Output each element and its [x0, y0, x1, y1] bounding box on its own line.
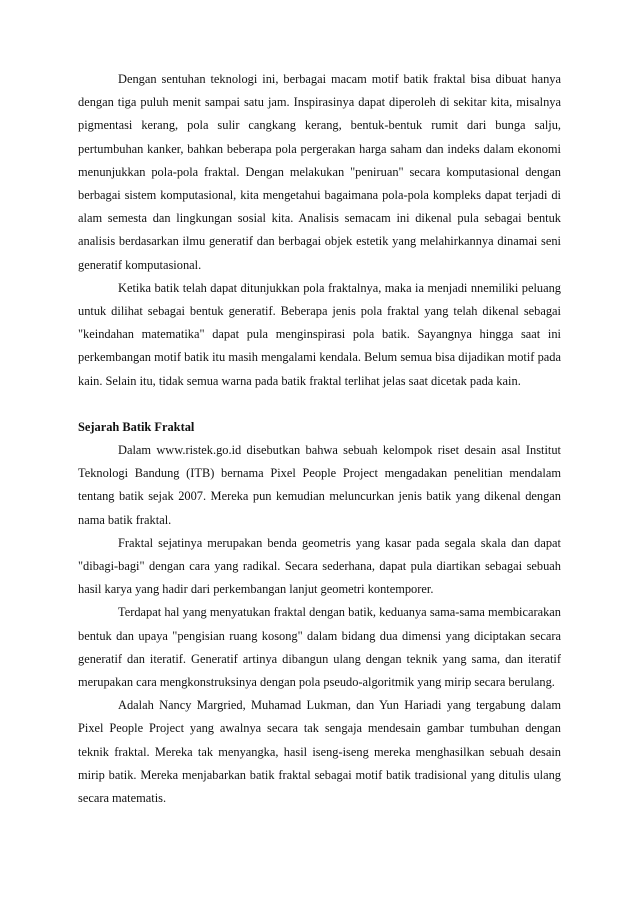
paragraph: Fraktal sejatinya merupakan benda geometris yang kasar pada segala skala dan dapat "dibagi-bagi" dengan cara yang radikal. Secara sederhana, dapat pula diartikan sebagai sebuah hasil karya yang hadir dari perkembangan lanjut geometri kontemporer.: [78, 535, 561, 597]
paragraph: Dalam www.ristek.go.id disebutkan bahwa sebuah kelompok riset desain asal Institut Teknologi Bandung (ITB) bernama Pixel People Project mengadakan penelitian mendalam tentang batik sejak 2007. Mereka pun kemudian meluncurkan jenis batik yang dikenal dengan nama batik fraktal.: [78, 443, 561, 527]
document-page: [78, 68, 561, 810]
section-heading: Sejarah Batik Fraktal: [78, 419, 195, 434]
paragraph: Adalah Nancy Margried, Muhamad Lukman, dan Yun Hariadi yang tergabung dalam Pixel People Project yang awalnya secara tak sengaja mendesain gambar tumbuhan dengan teknik fraktal. Mereka tak menyangka, hasil iseng-iseng mereka menghasilkan sebuah desain mirip batik. Mereka menjabarkan batik fraktal sebagai motif batik tradisional yang ditulis ulang secara matematis.: [78, 698, 561, 806]
section-spacer: [78, 393, 561, 416]
paragraph: Terdapat hal yang menyatukan fraktal dengan batik, keduanya sama-sama membicarakan bentuk dan upaya "pengisian ruang kosong" dalam bidang dua dimensi yang diciptakan secara generatif dan iteratif. Generatif artinya dibangun ulang dengan teknik yang sama, dan iteratif merupakan cara mengkonstruksinya dengan pola pseudo-algoritmik yang mirip secara berulang.: [78, 605, 561, 690]
paragraph: Ketika batik telah dapat ditunjukkan pola fraktalnya, maka ia menjadi nnemiliki peluang untuk dilihat sebagai bentuk generatif. Beberapa jenis pola fraktal yang telah dikenal sebagai "keindahan matematika" dapat pula menginspirasi pola batik. Sayangnya hingga saat ini perkembangan motif batik itu masih mengalami kendala. Belum semua bisa dijadikan motif pada kain. Selain itu, tidak semua warna pada batik fraktal terlihat jelas saat dicetak pada kain.: [78, 280, 561, 388]
paragraph: Dengan sentuhan teknologi ini, berbagai macam motif batik fraktal bisa dibuat hanya dengan tiga puluh menit sampai satu jam. Inspirasinya dapat diperoleh di sekitar kita, misalnya pigmentasi kerang, pola sulir cangkang kerang, bentuk-bentuk rumit dari bunga salju, pertumbuhan kanker, bahkan beberapa pola pergerakan harga saham dan indeks dalam ekonomi menunjukkan pola-pola fraktal. Dengan melakukan "peniruan" secara komputasional dengan berbagai sistem komputasional, kita mengetahui bagaimana pola-pola kompleks dapat terjadi di alam semesta dan lingkungan sosial kita. Analisis semacam ini dikenal pula sebagai bentuk analisis berdasarkan ilmu generatif dan berbagai objek estetik yang melahirkannya dinamai seni generatif komputasional.: [78, 72, 561, 272]
